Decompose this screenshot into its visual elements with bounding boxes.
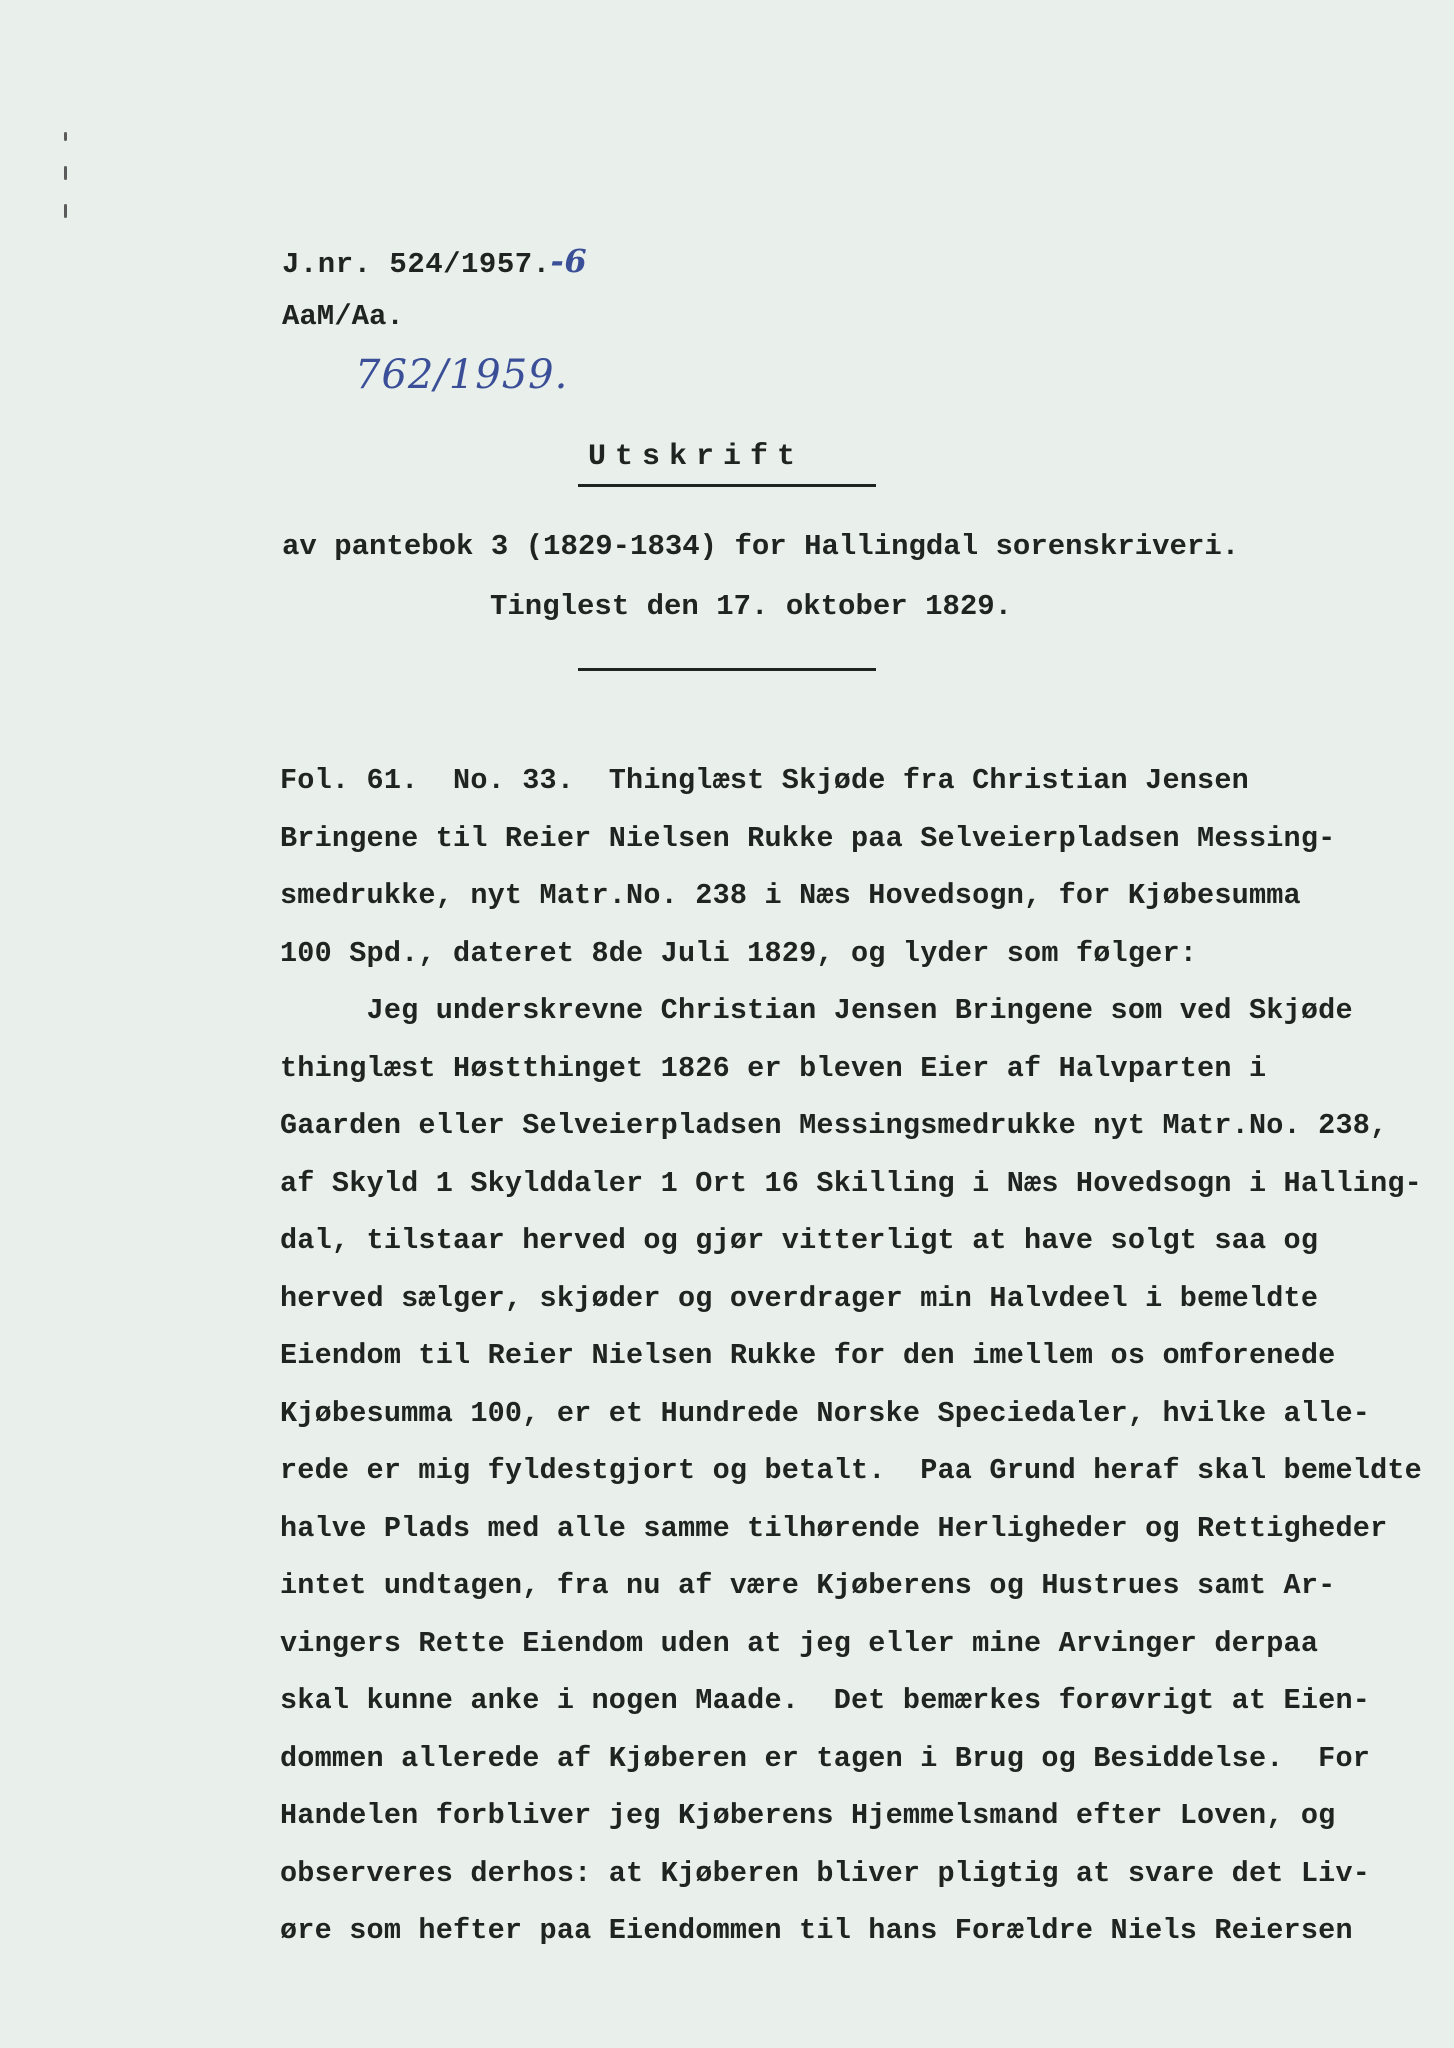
journal-suffix-handwritten: -6 (550, 242, 588, 280)
body-line: thinglæst Høstthinget 1826 er bleven Eier af Halvparten i (280, 1051, 1267, 1085)
journal-number: J.nr. 524/1957. (282, 248, 551, 281)
body-text (280, 752, 1440, 1960)
section-divider (578, 668, 876, 671)
body-line: dal, tilstaar herved og gjør vitterligt at have solgt saa og (280, 1224, 1319, 1257)
body-line: intet undtagen, fra nu af være Kjøberens og Hustrues samt Ar- (280, 1569, 1336, 1602)
subtitle-line-2: Tinglest den 17. oktober 1829. (490, 590, 1013, 623)
handwritten-case-number: 762/1959. (355, 352, 569, 398)
body-line: smedrukke, nyt Matr.No. 238 i Næs Hovedsogn, for Kjøbesumma (280, 879, 1301, 912)
body-line: observeres derhos: at Kjøberen bliver pligtig at svare det Liv- (280, 1856, 1371, 1890)
body-line: halve Plads med alle samme tilhørende Herligheder og Rettigheder (280, 1511, 1388, 1545)
body-line: dommen allerede af Kjøberen er tagen i Brug og Besiddelse. For (280, 1741, 1371, 1775)
body-line: Kjøbesumma 100, er et Hundrede Norske Speciedaler, hvilke alle- (280, 1396, 1371, 1430)
body-line: 100 Spd., dateret 8de Juli 1829, og lyder som følger: (280, 936, 1198, 970)
body-line: Eiendom til Reier Nielsen Rukke for den imellem os omforenede (280, 1339, 1336, 1372)
body-line: skal kunne anke i nogen Maade. Det bemærkes forøvrigt at Eien- (280, 1684, 1371, 1717)
body-line: rede er mig fyldestgjort og betalt. Paa Grund heraf skal bemeldte (280, 1454, 1422, 1487)
body-line: vingers Rette Eiendom uden at jeg eller mine Arvinger derpaa (280, 1626, 1319, 1660)
body-line: Jeg underskrevne Christian Jensen Bringene som ved Skjøde (280, 994, 1353, 1027)
document-title: Utskrift (588, 440, 805, 474)
body-line: Gaarden eller Selveierpladsen Messingsmedrukke nyt Matr.No. 238, (280, 1109, 1388, 1142)
margin-punch-marks (58, 132, 72, 232)
subtitle-line-1: av pantebok 3 (1829-1834) for Hallingdal sorenskriveri. (282, 530, 1240, 563)
body-line: øre som hefter paa Eiendommen til hans Forældre Niels Reiersen (280, 1914, 1353, 1947)
body-line: af Skyld 1 Skylddaler 1 Ort 16 Skilling i Næs Hovedsogn i Halling- (280, 1166, 1422, 1200)
body-line: Handelen forbliver jeg Kjøberens Hjemmelsmand efter Loven, og (280, 1799, 1336, 1832)
body-line: Fol. 61. No. 33. Thinglæst Skjøde fra Christian Jensen (280, 764, 1249, 797)
body-line: Bringene til Reier Nielsen Rukke paa Selveierpladsen Messing- (280, 821, 1336, 855)
title-underline (578, 484, 876, 487)
body-line: herved sælger, skjøder og overdrager min Halvdeel i bemeldte (280, 1281, 1319, 1315)
initials: AaM/Aa. (282, 300, 404, 333)
journal-number-line (282, 242, 587, 281)
